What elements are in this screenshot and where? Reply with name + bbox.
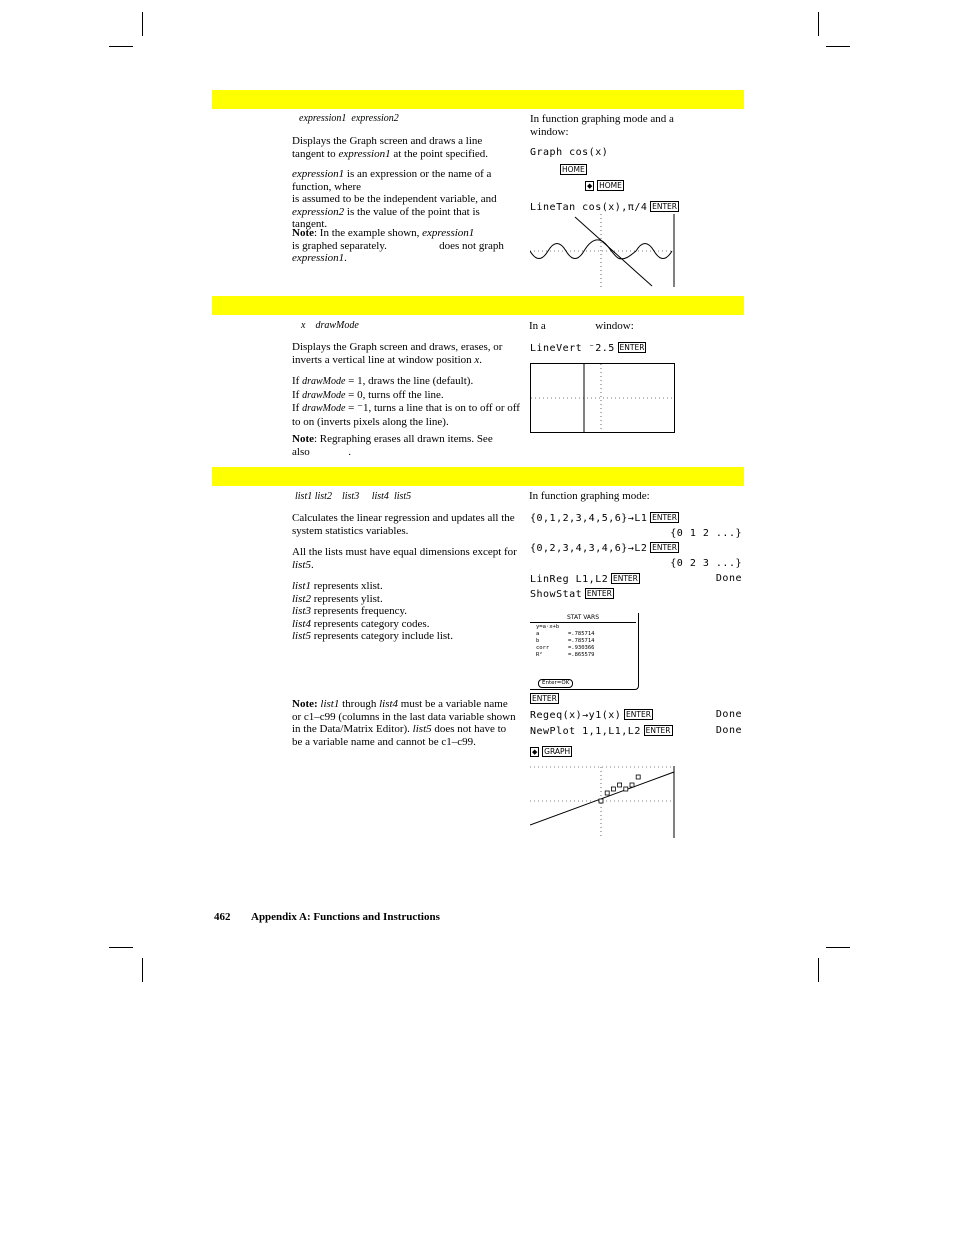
stat-row xyxy=(536,645,632,652)
page-number: 462 xyxy=(214,911,231,923)
description-paragraph: All the lists must have equal dimensions except for list5. xyxy=(292,546,517,571)
example-command: {0,1,2,3,4,5,6}→L1 ENTER xyxy=(530,513,678,524)
stat-value: =.930366 xyxy=(568,645,595,651)
syntax-line: expression1 expression2 xyxy=(299,113,399,124)
stat-label: R² xyxy=(536,652,543,658)
stat-row xyxy=(536,631,632,638)
description-paragraph: Displays the Graph screen and draws a line tangent to expression1 at the point specified. xyxy=(292,135,489,160)
key-sequence xyxy=(530,693,559,706)
scatter-point xyxy=(630,783,634,787)
scatter-point xyxy=(605,791,609,795)
stat-vars-rows xyxy=(536,624,632,659)
stat-vars-screen xyxy=(530,613,639,690)
scatter-point xyxy=(636,775,640,779)
stat-label: b xyxy=(536,638,540,644)
home-key: HOME xyxy=(599,181,622,190)
enter-key: ENTER xyxy=(532,694,557,703)
home-key: HOME xyxy=(562,165,585,174)
crop-mark xyxy=(826,46,850,47)
linevert-graph-screen xyxy=(530,363,676,434)
example-result: Done xyxy=(715,573,742,584)
stat-label: a xyxy=(536,631,540,637)
example-intro: In a window: xyxy=(529,320,634,332)
crop-mark xyxy=(109,947,133,948)
enter-key: ENTER xyxy=(645,726,671,735)
note-paragraph: Note: In the example shown, expression1 is graphed separately. does not graph expression1. xyxy=(292,227,504,264)
crop-mark xyxy=(142,12,143,36)
section-header-band xyxy=(212,90,744,109)
scatter-points xyxy=(599,775,640,803)
crop-mark xyxy=(818,12,819,36)
description-paragraph: list1 represents xlist. list2 represents ylist. list3 represents frequency. list4 represents category codes. list5 represents category include list. xyxy=(292,580,453,642)
crop-mark xyxy=(142,958,143,982)
note-paragraph: Note: list1 through list4 must be a variable name or c1–c99 (columns in the last data variable shown in the Data/Matrix Editor). list5 does not have to be a variable name and cannot be c1–c99. xyxy=(292,698,516,748)
description-paragraph: Displays the Graph screen and draws, erases, or inverts a vertical line at window position x. xyxy=(292,341,503,366)
example-command: NewPlot 1,1,L1,L2 ENTER xyxy=(530,726,671,737)
description-paragraph: expression1 is an expression or the name of a function, where is assumed to be the independent variable, and expression2 is the value of the point that is tangent. xyxy=(292,168,497,230)
section-header-band xyxy=(212,467,744,486)
example-command: ShowStat ENTER xyxy=(530,589,612,600)
example-result: {0 2 3 ...} xyxy=(670,558,742,569)
example-command: LinReg L1,L2 ENTER xyxy=(530,574,638,585)
stat-label: corr xyxy=(536,645,550,651)
key-sequence xyxy=(530,746,572,759)
key-sequence xyxy=(585,180,624,193)
stat-value: =.865579 xyxy=(568,652,595,658)
scatter-point xyxy=(624,787,628,791)
example-command: Graph cos(x) xyxy=(530,147,609,158)
scatter-point xyxy=(618,783,622,787)
stat-row xyxy=(536,624,632,631)
stat-ok-button[interactable]: Enter=OK xyxy=(538,679,573,688)
example-command: Regeq(x)→y1(x) ENTER xyxy=(530,710,651,721)
enter-key: ENTER xyxy=(626,710,651,719)
stat-vars-title: STAT VARS xyxy=(530,613,636,623)
example-intro: In function graphing mode: xyxy=(529,490,650,502)
example-result: Done xyxy=(715,725,742,736)
scatter-point xyxy=(611,787,615,791)
diamond-key: ◆ xyxy=(587,182,593,190)
crop-mark xyxy=(826,947,850,948)
stat-value: =.785714 xyxy=(568,638,595,644)
graph-key: GRAPH xyxy=(544,747,571,756)
enter-key: ENTER xyxy=(652,543,678,552)
linetan-graph-screen xyxy=(530,214,677,287)
enter-key: ENTER xyxy=(619,343,645,352)
stat-row xyxy=(536,652,632,659)
crop-mark xyxy=(109,46,133,47)
note-paragraph: Note: Regraphing erases all drawn items. See also . xyxy=(292,433,493,458)
stat-row xyxy=(536,638,632,645)
enter-key: ENTER xyxy=(586,589,612,598)
example-command: LineTan cos(x),π/4 ENTER xyxy=(530,202,678,213)
stat-label: y=a·x+b xyxy=(536,624,560,630)
enter-key: ENTER xyxy=(652,202,678,211)
example-command: {0,2,3,4,3,4,6}→L2 ENTER xyxy=(530,543,678,554)
stat-value: =.785714 xyxy=(568,631,595,637)
scatter-point xyxy=(599,799,603,803)
key-sequence xyxy=(560,164,587,177)
example-result: Done xyxy=(715,709,742,720)
diamond-key: ◆ xyxy=(532,748,538,756)
enter-key: ENTER xyxy=(652,513,678,522)
enter-key: ENTER xyxy=(613,574,638,583)
description-paragraph: If drawMode = 1, draws the line (default). If drawMode = 0, turns off the line. If drawMode = ⁻1, turns a line that is on to off or off to on (inverts pixels along the line). xyxy=(292,375,520,428)
example-intro: In function graphing mode and a window: xyxy=(530,113,674,138)
footer-title: Appendix A: Functions and Instructions xyxy=(251,911,440,923)
section-header-band xyxy=(212,296,744,315)
syntax-line: list1 list2 list3 list4 list5 xyxy=(295,491,412,502)
syntax-line: x drawMode xyxy=(301,320,359,331)
example-command: LineVert ⁻2.5 ENTER xyxy=(530,343,645,354)
linreg-graph-screen xyxy=(530,766,676,838)
crop-mark xyxy=(818,958,819,982)
example-result: {0 1 2 ...} xyxy=(670,528,742,539)
description-paragraph: Calculates the linear regression and updates all the system statistics variables. xyxy=(292,512,515,537)
